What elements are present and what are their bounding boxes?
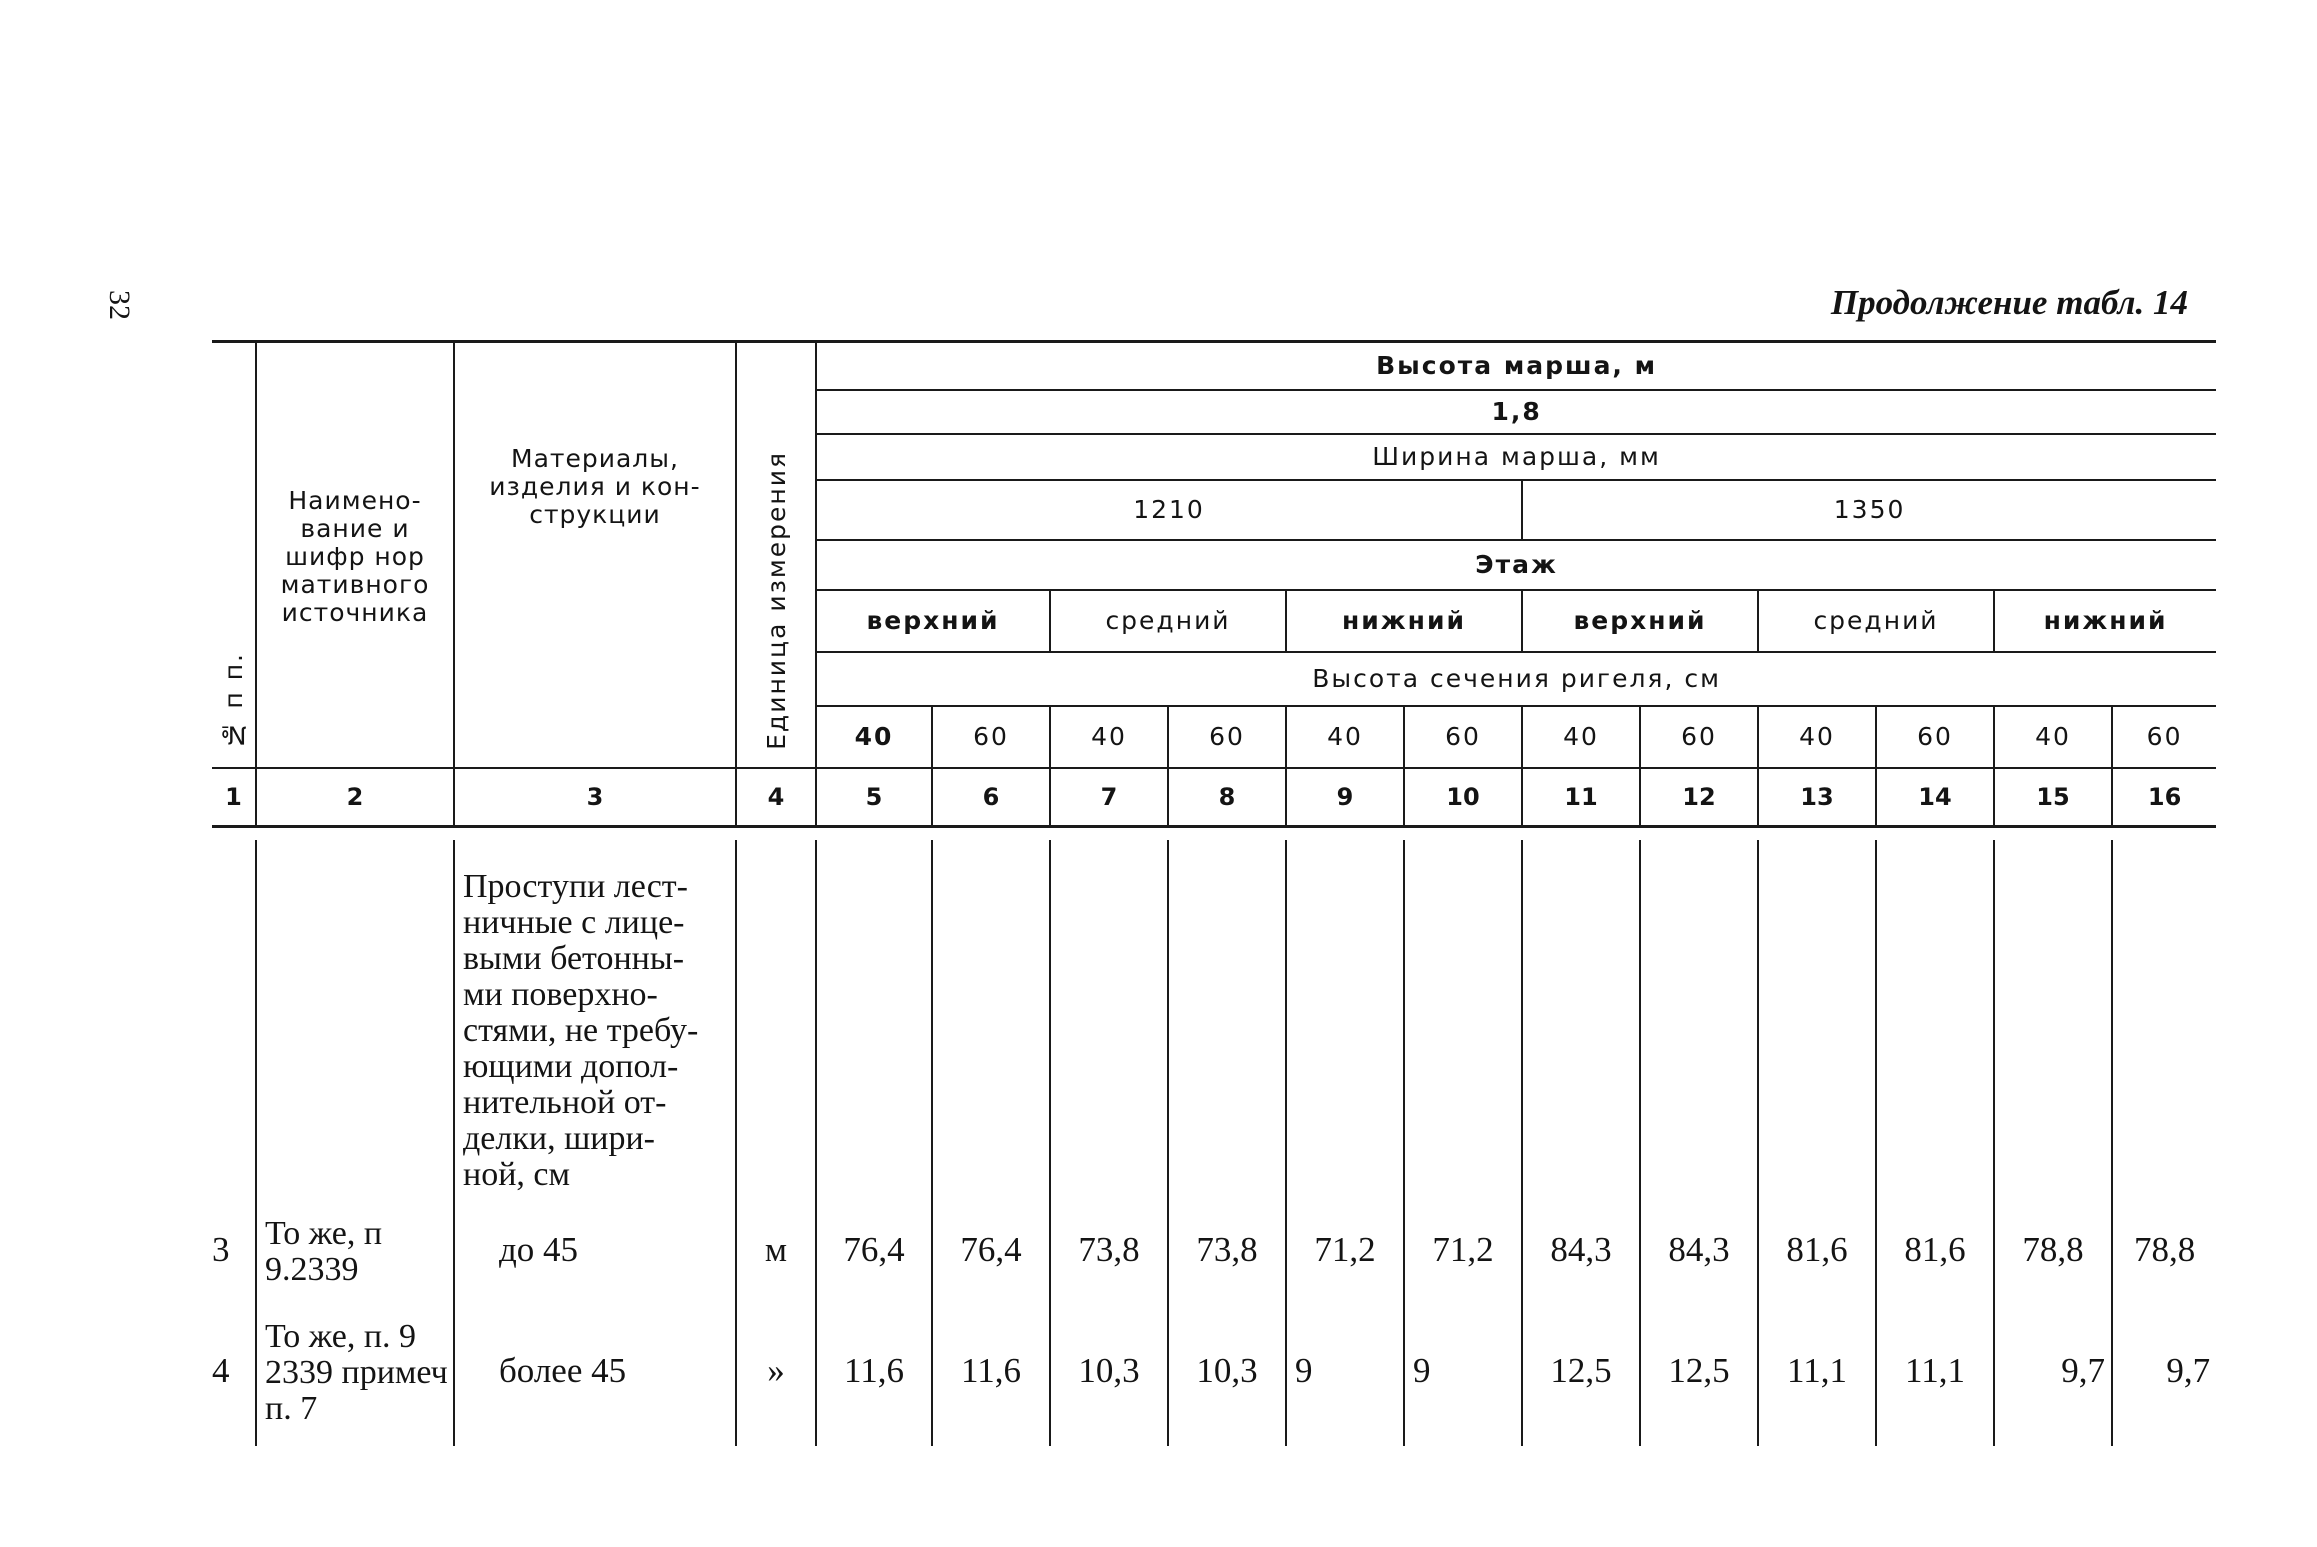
row-3-source: То же, п. 9 2339 примеч п. 7 [256,1296,454,1446]
page-number: 32 [103,290,136,320]
row-1-source [256,840,454,1204]
section-8: 60 [1640,706,1758,768]
row-1-val-1 [816,840,932,1204]
colnum-13: 13 [1758,768,1876,827]
row-3-val-10: 11,1 [1876,1296,1994,1446]
row-3-val-5: 9 [1286,1296,1404,1446]
row-1-unit [736,840,816,1204]
row-2-val-1: 76,4 [816,1204,932,1296]
row-2-val-7: 84,3 [1522,1204,1640,1296]
row-2-val-8: 84,3 [1640,1204,1758,1296]
row-3-num: 4 [212,1351,230,1390]
table-row [212,1204,2216,1296]
row-3-material: более 45 [454,1296,736,1446]
row-1-val-2 [932,840,1050,1204]
row-2-val-12: 78,8 [2112,1204,2216,1296]
section-12: 60 [2112,706,2216,768]
header-material-cell [454,342,736,768]
row-3-val-6: 9 [1404,1296,1522,1446]
colnum-3: 3 [454,768,736,827]
colnum-16: 16 [2112,768,2216,827]
row-3-val-2: 11,6 [932,1296,1050,1446]
floor-4: верхний [1522,590,1758,652]
data-table [212,340,2216,1446]
row-2-val-5: 71,2 [1286,1204,1404,1296]
march-width-label: Ширина марша, мм [816,434,2216,480]
colnum-7: 7 [1050,768,1168,827]
row-3-val-3: 10,3 [1050,1296,1168,1446]
colnum-9: 9 [1286,768,1404,827]
section-5: 40 [1286,706,1404,768]
row-2-num: 3 [212,1230,230,1269]
floor-2: средний [1050,590,1286,652]
colnum-6: 6 [932,768,1050,827]
row-2-val-2: 76,4 [932,1204,1050,1296]
table-caption: Продолжение табл. 14 [1830,283,2188,322]
header-unit: Единица измерения [761,450,791,750]
colnum-14: 14 [1876,768,1994,827]
colnum-1: 1 [225,782,242,811]
row-2-material: до 45 [454,1204,736,1296]
width-1350: 1350 [1522,480,2216,540]
row-3-val-4: 10,3 [1168,1296,1286,1446]
colnum-12: 12 [1640,768,1758,827]
row-1-val-10 [1876,840,1994,1204]
march-height-value: 1,8 [816,390,2216,434]
row-2-val-9: 81,6 [1758,1204,1876,1296]
march-height-label: Высота марша, м [816,342,2216,390]
row-3-val-9: 11,1 [1758,1296,1876,1446]
row-1-val-8 [1640,840,1758,1204]
header-unit-cell [736,342,816,768]
row-3-val-8: 12,5 [1640,1296,1758,1446]
row-3-val-7: 12,5 [1522,1296,1640,1446]
row-2-source: То же, п 9.2339 [256,1204,454,1296]
colnum-5: 5 [816,768,932,827]
row-1-val-7 [1522,840,1640,1204]
row-1-material: Проступи лест- ничные с лице- выми бетонны- ми поверхно- стями, не требу- ющими допол- нительной от- делки, шири- ной, см [454,840,736,1204]
section-4: 60 [1168,706,1286,768]
row-2-val-3: 73,8 [1050,1204,1168,1296]
header-source: Наимено- вание и шифр нор мативного источника [280,485,430,627]
row-1-val-4 [1168,840,1286,1204]
row-2-val-6: 71,2 [1404,1204,1522,1296]
section-9: 40 [1758,706,1876,768]
colnum-4: 4 [736,768,816,827]
header-material: Материалы, изделия и кон- струкции [489,443,701,529]
floor-label: Этаж [816,540,2216,590]
section-3: 40 [1050,706,1168,768]
row-3-val-11: 9,7 [1994,1296,2112,1446]
floor-5: средний [1758,590,1994,652]
row-3-val-12: 9,7 [2112,1296,2216,1446]
row-1-val-9 [1758,840,1876,1204]
header-num-cell [212,342,256,768]
row-1-num [212,840,256,1204]
colnum-2: 2 [256,768,454,827]
floor-3: нижний [1286,590,1522,652]
row-1-val-5 [1286,840,1404,1204]
table-row [212,1296,2216,1446]
colnum-15: 15 [1994,768,2112,827]
colnum-8: 8 [1168,768,1286,827]
floor-1: верхний [816,590,1050,652]
row-1-val-6 [1404,840,1522,1204]
table-row [212,840,2216,1204]
section-10: 60 [1876,706,1994,768]
row-2-val-4: 73,8 [1168,1204,1286,1296]
section-11: 40 [1994,706,2112,768]
width-1210: 1210 [816,480,1522,540]
section-7: 40 [1522,706,1640,768]
section-1: 40 [816,706,932,768]
header-num: № п п. [219,651,248,750]
section-6: 60 [1404,706,1522,768]
colnum-11: 11 [1522,768,1640,827]
row-2-val-11: 78,8 [1994,1204,2112,1296]
row-1-val-11 [1994,840,2112,1204]
row-2-val-10: 81,6 [1876,1204,1994,1296]
colnum-10: 10 [1404,768,1522,827]
floor-6: нижний [1994,590,2216,652]
section-2: 60 [932,706,1050,768]
row-3-unit: » [736,1296,816,1446]
row-2-unit: м [736,1204,816,1296]
header-source-cell [256,342,454,768]
row-3-val-1: 11,6 [816,1296,932,1446]
row-1-val-12 [2112,840,2216,1204]
section-label: Высота сечения ригеля, см [816,652,2216,706]
row-1-val-3 [1050,840,1168,1204]
